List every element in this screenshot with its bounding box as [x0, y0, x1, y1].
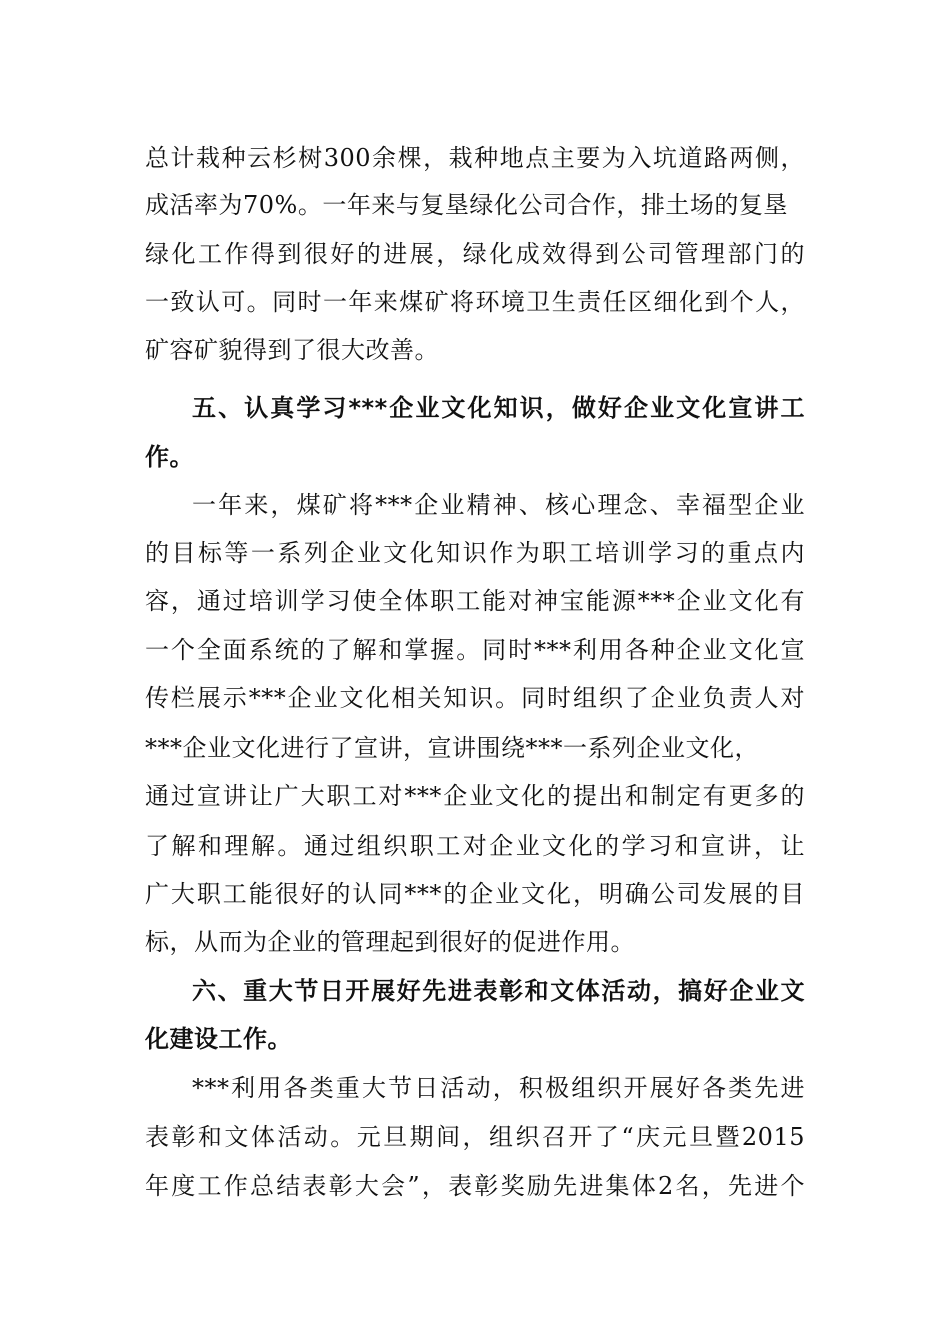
paragraph-line: 一个全面系统的了解和掌握。同时***利用各种企业文化宣: [145, 636, 805, 664]
paragraph-line: 绿化工作得到很好的进展，绿化成效得到公司管理部门的: [145, 240, 805, 268]
paragraph-line: 的目标等一系列企业文化知识作为职工培训学习的重点内: [145, 539, 805, 567]
section-heading: 作。: [145, 443, 194, 471]
paragraph-line: 容，通过培训学习使全体职工能对神宝能源***企业文化有: [145, 587, 805, 615]
paragraph-line: 了解和理解。通过组织职工对企业文化的学习和宣讲，让: [145, 832, 805, 860]
paragraph-line: 通过宣讲让广大职工对***企业文化的提出和制定有更多的: [145, 782, 805, 810]
paragraph-line: 成活率为70%。一年来与复垦绿化公司合作，排土场的复垦: [145, 191, 788, 219]
paragraph-line: 总计栽种云杉树300余棵，栽种地点主要为入坑道路两侧，: [145, 144, 805, 172]
paragraph-line: 矿容矿貌得到了很大改善。: [145, 336, 439, 364]
paragraph-line: 年度工作总结表彰大会”，表彰奖励先进集体2名，先进个: [145, 1172, 805, 1200]
section-heading: 五、认真学习***企业文化知识，做好企业文化宣讲工: [192, 394, 805, 422]
paragraph-line: ***利用各类重大节日活动，积极组织开展好各类先进: [192, 1074, 805, 1102]
paragraph-line: 广大职工能很好的认同***的企业文化，明确公司发展的目: [145, 880, 805, 908]
paragraph-line: 一年来，煤矿将***企业精神、核心理念、幸福型企业: [192, 491, 805, 519]
document-body: [145, 0, 805, 1344]
section-heading: 化建设工作。: [145, 1025, 292, 1053]
paragraph-line: 标，从而为企业的管理起到很好的促进作用。: [145, 928, 635, 956]
paragraph-line: 一致认可。同时一年来煤矿将环境卫生责任区细化到个人，: [145, 288, 805, 316]
paragraph-line: 表彰和文体活动。元旦期间，组织召开了“庆元旦暨2015: [145, 1123, 805, 1151]
paragraph-line: ***企业文化进行了宣讲，宣讲围绕***一系列企业文化，: [145, 734, 759, 762]
section-heading: 六、重大节日开展好先进表彰和文体活动，搞好企业文: [192, 977, 805, 1005]
paragraph-line: 传栏展示***企业文化相关知识。同时组织了企业负责人对: [145, 684, 805, 712]
